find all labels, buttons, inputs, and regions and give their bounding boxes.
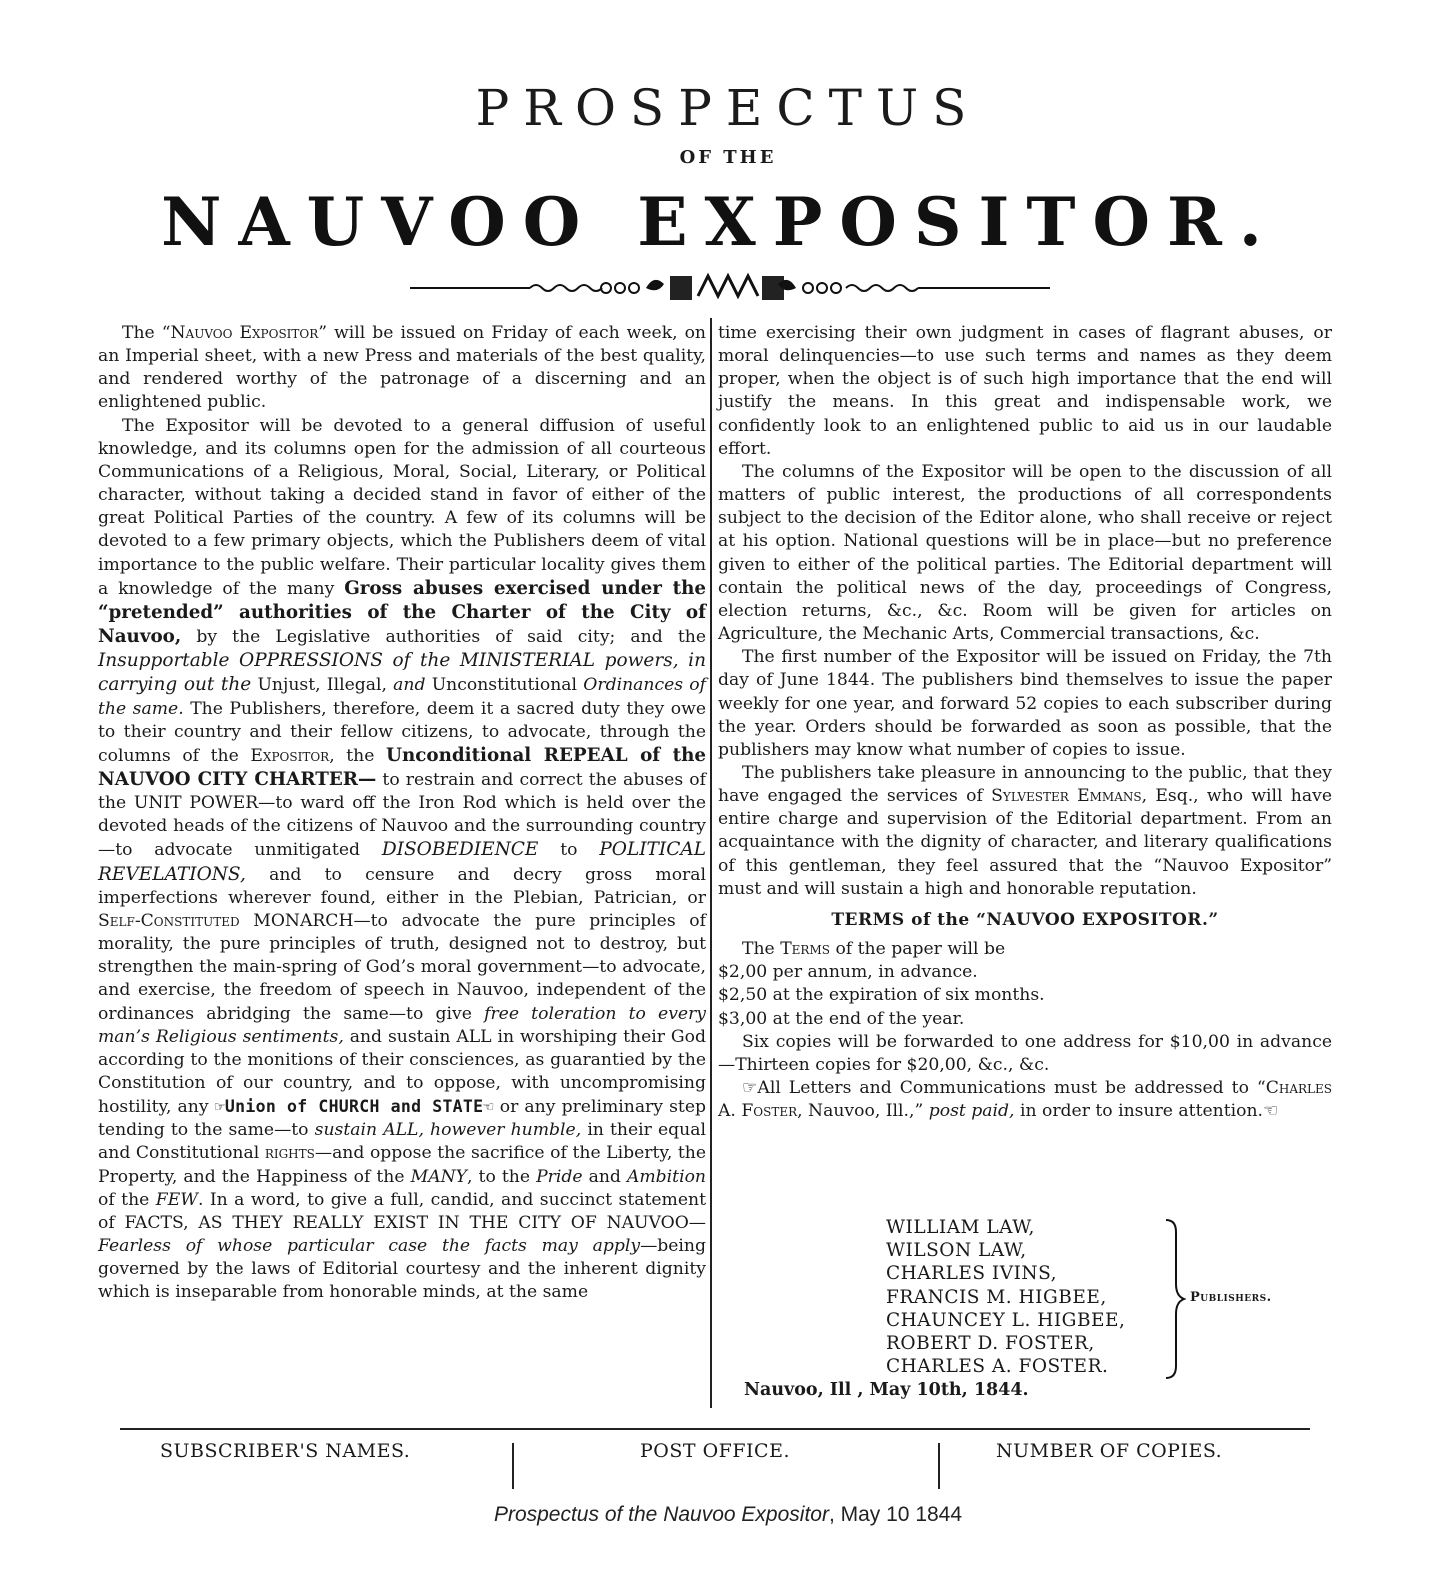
gross-abuses-text: Gross abuses exercised under the “pretended” authorities of the Charter of the City of Nauvoo, (98, 577, 707, 648)
text: to restrain and correct the abuses of the UNIT POWER—to ward off the Iron Rod which is held over the devoted heads of the citizens of Nauvoo and the surrounding country—to advocate unmitigated (98, 769, 706, 861)
editor-name: Sylvester Emmans (991, 786, 1142, 807)
terms-price-2: $2,50 at the expiration of six months. (718, 985, 1045, 1006)
publisher-name: ROBERT D. FOSTER, (886, 1333, 1095, 1355)
fearless-text: Fearless of whose particular case the facts may apply (98, 1236, 641, 1257)
subscribers-names-heading: SUBSCRIBER'S NAMES. (160, 1440, 411, 1462)
terms-heading: TERMS of the “NAUVOO EXPOSITOR.” (831, 909, 1219, 930)
text: of the (98, 1189, 150, 1210)
expositor-name: Expositor (250, 745, 330, 766)
publisher-name: CHAUNCEY L. HIGBEE, (886, 1309, 1126, 1331)
text: in their equal and Constitutional (98, 1120, 706, 1164)
publisher-name: WILSON LAW, (886, 1240, 1027, 1262)
text: The publishers take pleasure in announcing to the public, that they have engaged the services of (718, 762, 1332, 807)
terms-price-1: $2,00 per annum, in advance. (718, 962, 978, 983)
bottom-rule (120, 1428, 1310, 1430)
publishers-list (886, 1216, 1125, 1378)
political-revelations-text: POLITICAL REVELATIONS, (98, 839, 706, 885)
foster-name: Charles A. Foster (718, 1078, 1332, 1122)
dateline: Nauvoo, Ill , May 10th, 1844. (744, 1380, 1029, 1400)
text: of the paper will be (835, 939, 1006, 960)
publisher-name: FRANCIS M. HIGBEE, (886, 1286, 1107, 1308)
toleration-text: free toleration to every man’s Religious sentiments, (98, 1003, 707, 1047)
publisher-name: WILLIAM LAW, (886, 1217, 1035, 1238)
text: , to the (467, 1166, 530, 1187)
caption-title: Prospectus of the Nauvoo Expositor (493, 1503, 829, 1526)
text: The Publishers, therefore, deem it a sacred duty they owe to their country and their fellow citizens, to advocate, through the columns of the (98, 698, 706, 766)
self-constituted-text: Self-Constituted (98, 910, 240, 931)
right-paragraph-3: The first number of the Expositor will be issued on Friday, the 7th day of June 1844. The publishers bind themselves to issue the paper weekly for one year, and forward 52 copies to each subscriber during the year. Orders should be forwarded as soon as possible, that the publishers may know what number of copies to issue. (718, 647, 1332, 760)
terms-letters (718, 1077, 1332, 1123)
text: . In a word, to give a full, candid, and succinct statement of FACTS, AS THEY REALLY EXIST IN THE CITY OF NAUVOO— (98, 1189, 707, 1233)
pride-text: Pride (536, 1166, 583, 1187)
sustain-all-text: sustain ALL, however humble, (314, 1120, 582, 1141)
footer-divider (512, 1443, 514, 1489)
text: and (393, 675, 426, 696)
brace-icon (1164, 1218, 1186, 1380)
right-paragraph-2: The columns of the Expositor will be open to the discussion of all matters of public interest, the productions of all correspondents subject to the decision of the Editor alone, who shall receive or reject at his option. National questions will be in place—but no preference given to either of the political parties. The Editorial department will contain the political news of the day, proceedings of Congress, election returns, &c., &c. Room will be given for articles on Agriculture, the Mechanic Arts, Commercial transactions, &c. (718, 461, 1332, 645)
of-the-subtitle: OF THE (679, 147, 777, 168)
many-text: MANY (410, 1166, 468, 1187)
text: and (588, 1166, 621, 1187)
ambition-text: Ambition (626, 1166, 706, 1187)
text: Unconstitutional (431, 675, 578, 696)
text: ” will be issued on Friday of each week, on an Imperial sheet, with a new Press and materials of the best quality, and rendered worthy of the patronage of a discerning and an enlightened public. (98, 323, 706, 413)
left-paragraph-1 (98, 322, 706, 415)
text: by the Legislative authorities of said city; and the (196, 627, 706, 648)
text: to (560, 840, 578, 861)
text: , the (329, 745, 375, 766)
caption-date: , May 10 1844 (828, 1503, 963, 1526)
right-column (718, 322, 1332, 1123)
repeal-charter-text: Unconditional REPEAL of the NAUVOO CITY CHARTER— (98, 744, 707, 790)
text: Unjust, Illegal, (257, 675, 387, 696)
left-paragraph-2 (98, 415, 706, 1305)
oppressions-text: Insupportable OPPRESSIONS of the MINISTERIAL powers, in carrying out the (98, 650, 706, 696)
text: —and oppose the sacrifice of the Liberty, the Property, and the Happiness of the (98, 1143, 706, 1187)
church-and-state-text: ☞Union of CHURCH and STATE☜ (214, 1097, 494, 1117)
newspaper-name: NAUVOO EXPOSITOR. (161, 183, 1279, 261)
publisher-name: CHARLES IVINS, (886, 1263, 1057, 1285)
text: The (742, 939, 775, 960)
terms-word: Terms (780, 939, 830, 960)
ordinances-text: Ordinances of the same. (98, 675, 706, 719)
text: , Esq., who will have entire charge and supervision of the Editorial department. From an acquaintance with the dignity of character, and literary qualifications of this gentleman, they feel assured that the “Nauvoo Expositor” must and will sustain a high and honorable reputation. (718, 786, 1332, 899)
column-divider (710, 318, 712, 1408)
terms-intro (718, 938, 1332, 961)
text: The Expositor will be devoted to a general diffusion of useful knowledge, and its columns open for the admission of all courteous Communications of a Religious, Moral, Social, Literary, or Political character, without taking a decided stand in favor of either of the great Political Parties of the country. A few of its columns will be devoted to a few primary objects, which the Publishers deem of vital importance to the public welfare. Their particular locality gives them a knowledge of the many (98, 415, 706, 599)
prospectus-title: PROSPECTUS (475, 79, 981, 137)
publisher-name: CHARLES A. FOSTER. (886, 1356, 1109, 1378)
text: and sustain ALL in worshiping their God according to the monitions of their consciences, as guarantied by the Constitution of our country, and to oppose, with uncompromising hostility, any (98, 1026, 707, 1118)
left-column (98, 322, 706, 1305)
footer-divider (938, 1443, 940, 1489)
text: MONARCH—to advocate the pure principles of morality, the pure principles of truth, designed not to destroy, but strengthen the main-spring of God’s moral government—to advocate, and exercise, the freedom of speech in Nauvoo, independent of the ordinances abridging the same—to give (98, 910, 706, 1024)
terms-price-3: $3,00 at the end of the year. (718, 1008, 965, 1029)
text: —being governed by the laws of Editorial courtesy and the inherent dignity which is inseparable from honorable minds, at the same (98, 1236, 706, 1303)
disobedience-text: DISOBEDIENCE (381, 839, 539, 861)
text: The “ (122, 323, 171, 343)
terms-six-copies: Six copies will be forwarded to one address for $10,00 in advance—Thirteen copies for $20,00, &c., &c. (718, 1031, 1332, 1075)
text: and to censure and decry gross moral imperfections wherever found, either in the Plebian, Patrician, or (98, 864, 707, 908)
publishers-label: Publishers. (1190, 1290, 1272, 1305)
few-text: FEW (155, 1189, 198, 1210)
post-office-heading: POST OFFICE. (640, 1440, 790, 1462)
number-of-copies-heading: NUMBER OF COPIES. (996, 1440, 1223, 1462)
text: ☞All Letters and Communications must be addressed to “ (742, 1078, 1266, 1098)
expositor-name: Nauvoo Expositor (170, 323, 319, 343)
right-paragraph-1: time exercising their own judgment in cases of flagrant abuses, or moral delinquencies—to use such terms and names as they deem proper, when the object is of such high importance that the end will justify the means. In this great and indispensable work, we confidently look to an enlightened public to aid us in our laudable effort. (718, 323, 1332, 459)
post-paid-text: post paid, (928, 1101, 1015, 1122)
right-paragraph-4 (718, 762, 1332, 901)
text: in order to insure attention.☜ (1019, 1101, 1279, 1122)
text: or any preliminary step tending to the same—to (98, 1097, 707, 1141)
ornament-divider-icon (410, 268, 1050, 308)
image-caption (0, 1503, 1456, 1527)
rights-text: rights (264, 1143, 315, 1164)
text: , Nauvoo, Ill.,” (797, 1101, 924, 1122)
